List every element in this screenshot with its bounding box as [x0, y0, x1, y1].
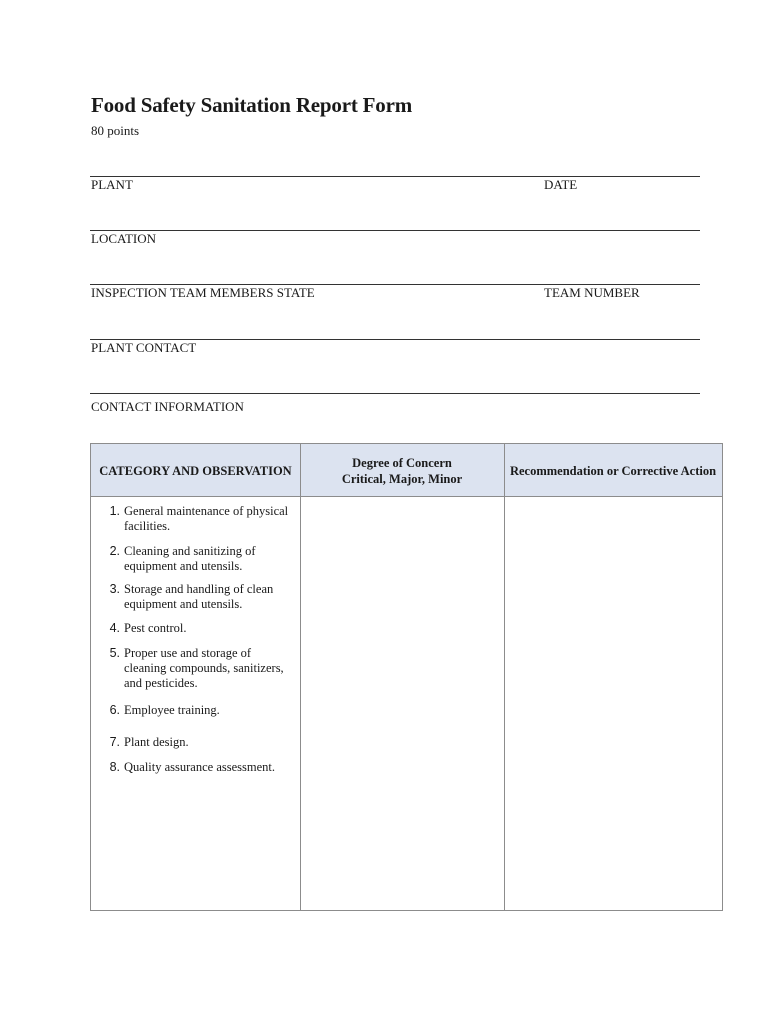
item-number: 2. [109, 544, 120, 558]
date-field-label: DATE [544, 177, 578, 192]
contact-information-line [90, 393, 700, 394]
plant-contact-field-label: PLANT CONTACT [91, 340, 197, 355]
list-item [101, 544, 296, 574]
plant-line [90, 176, 700, 177]
location-line [90, 230, 700, 231]
contact-information-field-label: CONTACT INFORMATION [91, 399, 244, 414]
list-item [101, 504, 296, 534]
item-number: 6. [109, 703, 120, 717]
item-text: Proper use and storage of cleaning compounds, sanitizers, and pesticides. [124, 646, 284, 690]
item-text: Pest control. [124, 621, 187, 635]
degree-header-line2: Critical, Major, Minor [341, 471, 463, 486]
list-item [101, 760, 296, 775]
item-text: Plant design. [124, 735, 189, 749]
inspection-team-field-label: INSPECTION TEAM MEMBERS STATE [91, 285, 315, 300]
item-text: Storage and handling of clean equipment and utensils. [124, 582, 274, 611]
form-title: Food Safety Sanitation Report Form [91, 93, 413, 117]
list-item [101, 646, 296, 691]
location-field-label: LOCATION [91, 231, 156, 246]
item-text: Quality assurance assessment. [124, 760, 276, 774]
list-item [101, 621, 296, 636]
item-number: 3. [109, 582, 120, 596]
item-text: General maintenance of physical facilities. [124, 504, 289, 533]
item-number: 4. [109, 621, 120, 635]
item-text: Cleaning and sanitizing of equipment and utensils. [124, 544, 256, 573]
degree-header-line1: Degree of Concern [352, 455, 452, 470]
item-text: Employee training. [124, 703, 220, 717]
column-divider [504, 444, 505, 910]
item-number: 8. [109, 760, 120, 774]
plant-field-label: PLANT [91, 177, 133, 192]
recommendation-header [504, 444, 722, 497]
list-item [101, 703, 296, 718]
category-header-text: CATEGORY AND OBSERVATION [99, 463, 292, 478]
item-number: 1. [109, 504, 120, 518]
recommendation-header-text: Recommendation or Corrective Action [509, 463, 717, 478]
list-item [101, 735, 296, 750]
item-number: 5. [109, 646, 120, 660]
degree-of-concern-header [300, 444, 504, 497]
team-number-field-label: TEAM NUMBER [544, 285, 640, 300]
points-label: 80 points [91, 123, 140, 138]
list-item [101, 582, 296, 612]
category-header [91, 444, 300, 497]
item-number: 7. [109, 735, 120, 749]
column-divider [300, 444, 301, 910]
observation-table [90, 443, 723, 911]
